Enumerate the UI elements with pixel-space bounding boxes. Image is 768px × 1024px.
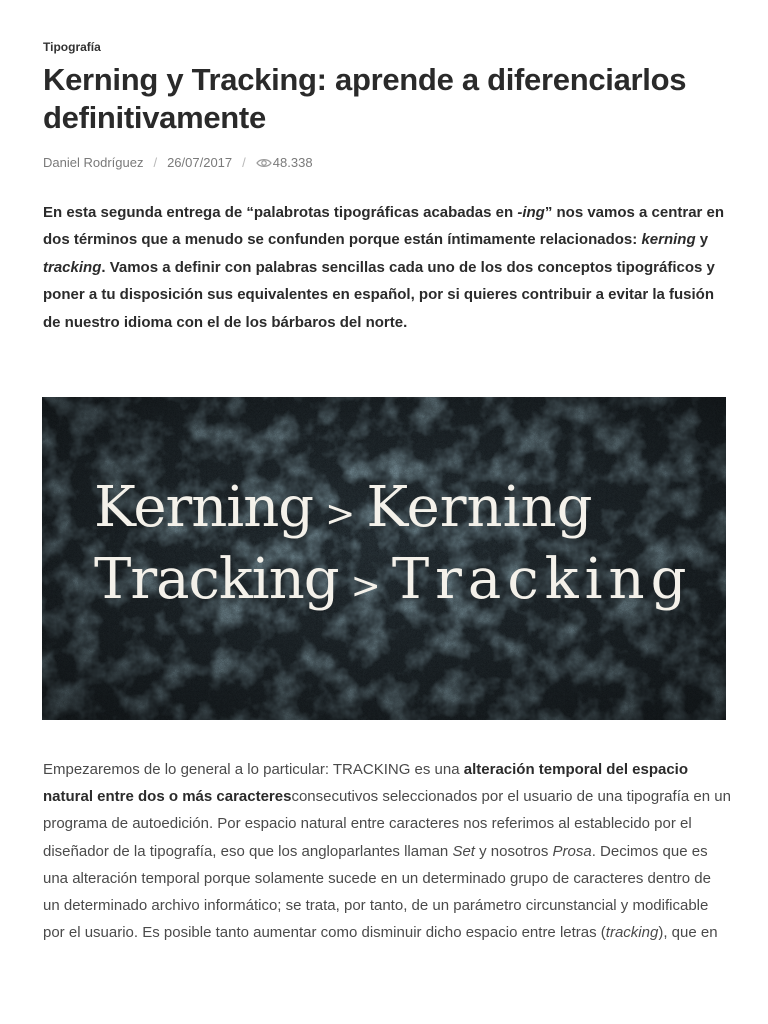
article-lead — [43, 199, 725, 336]
hero-word: Kerning — [366, 475, 593, 540]
lead-text: En esta segunda entrega de “palabrotas tipográficas acabadas en — [43, 204, 518, 221]
body-text: ), que en — [658, 924, 718, 942]
lead-text: ” nos vamos a centrar en dos términos que a menudo se confunden porque están íntimamente relacionados: — [43, 204, 725, 249]
hero-arrow: > — [350, 566, 380, 607]
lead-emphasis: -ing — [517, 204, 545, 221]
hero-image — [42, 397, 726, 720]
body-text: consecutivos seleccionados por el usuario de una tipografía en un programa de autoedición — [43, 788, 731, 833]
view-count: 48.338 — [272, 155, 313, 170]
body-text: . Decimos que es una alteración temporal porque solamente sucede en un determinado grupo de caracteres dentro de un determinado archivo informático; se trata, por tanto, de un parámetro circunstancial y modificable por el usuario. Es posible tanto aumentar como disminuir dicho espacio entre letras ( — [43, 842, 711, 942]
article-body-paragraph — [43, 756, 731, 946]
body-text: y nosotros — [474, 842, 553, 860]
body-text: . Por espacio natural entre caracteres nos referimos al establecido por el diseñador de la tipografía, eso que los angloparlantes llaman — [43, 815, 692, 860]
author-link[interactable]: Daniel Rodríguez — [43, 155, 144, 170]
lead-emphasis: tracking — [43, 258, 102, 276]
body-emphasis: Set — [452, 842, 475, 860]
hero-line-kerning — [94, 475, 592, 540]
hero-arrow: > — [325, 494, 355, 535]
eye-icon — [256, 157, 272, 169]
lead-text: . Vamos a definir con palabras sencillas cada uno de los dos conceptos tipográficos y poner a tu disposición sus equivalentes en español, por si quieres contribuir a evitar la fusión de nuestro idioma con el de los bárbaros del norte. — [43, 258, 715, 331]
body-emphasis: Prosa — [552, 842, 592, 860]
lead-text: y — [695, 231, 709, 249]
category-link[interactable]: Tipografía — [43, 40, 101, 54]
lead-emphasis: kerning — [641, 231, 696, 249]
meta-separator: / — [153, 155, 158, 170]
article-meta — [43, 155, 313, 170]
hero-word: Tracking — [94, 547, 339, 612]
hero-word: Tracking — [391, 547, 693, 612]
body-emphasis: tracking — [605, 924, 659, 942]
body-text: Empezaremos de lo general a lo particular: TRACKING es una — [43, 761, 464, 778]
publish-date: 26/07/2017 — [167, 155, 233, 170]
body-strong: alteración temporal del espacio natural entre dos o más caracteres — [43, 761, 689, 806]
meta-separator: / — [242, 155, 246, 170]
article-title: Kerning y Tracking: aprende a diferenciarlos definitivamente — [43, 62, 687, 135]
hero-word: Kerning — [94, 475, 314, 540]
hero-line-tracking — [94, 547, 692, 612]
